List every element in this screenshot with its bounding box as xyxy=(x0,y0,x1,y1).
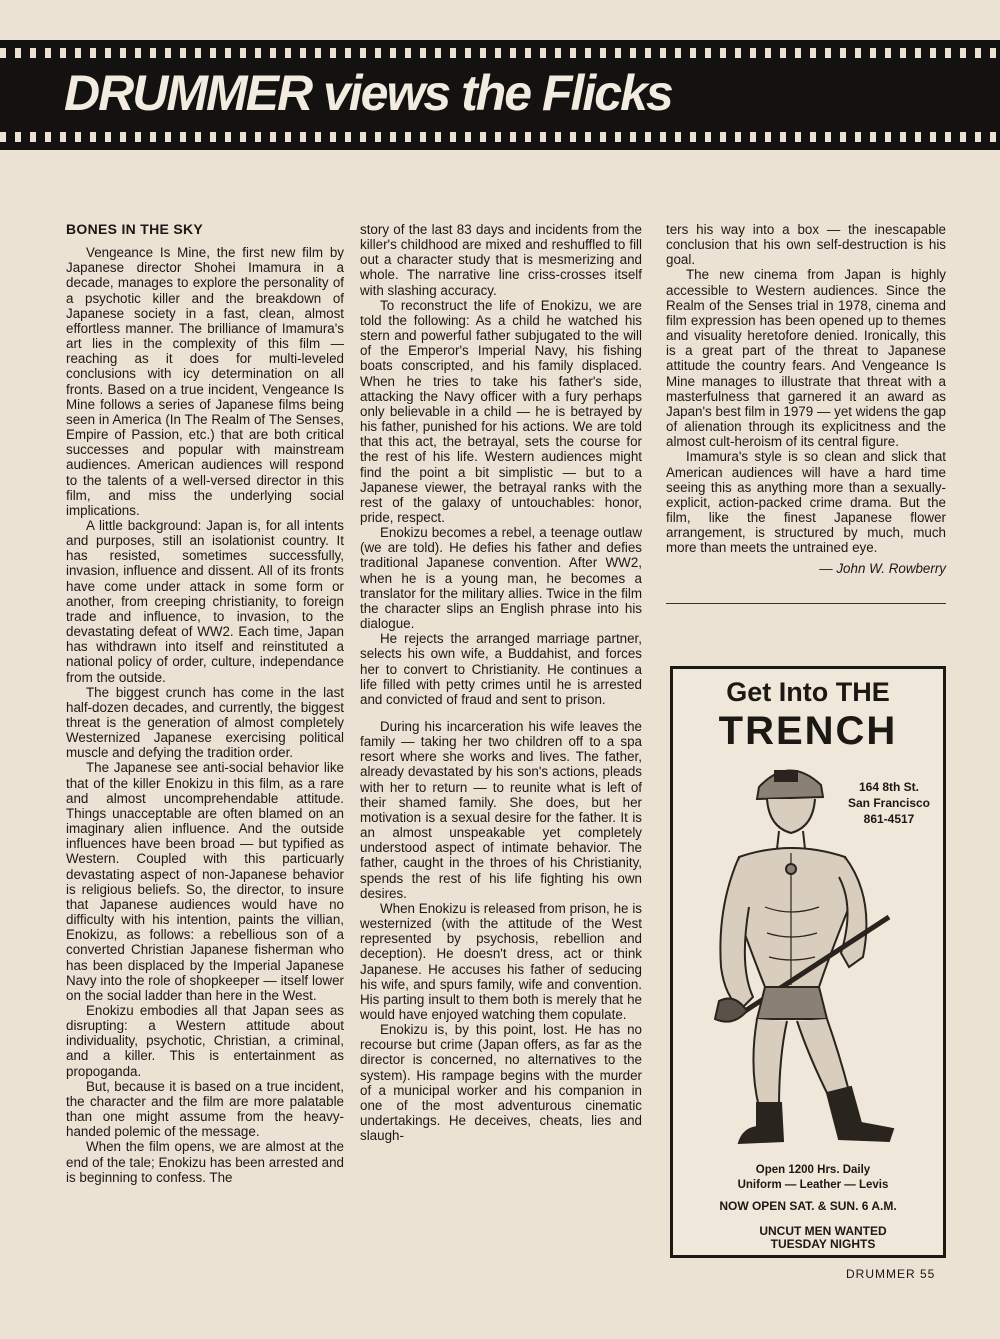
divider xyxy=(666,603,946,604)
article-column-2 xyxy=(360,222,642,1143)
article-paragraph: He rejects the arranged marriage partner, selects his own wife, a Buddahist, and forces her to convert to Christianity. He continues a life filled with petty crimes until he is arrested and convicted of fraud and sent to prison. xyxy=(360,631,642,707)
article-column-1 xyxy=(66,222,344,1185)
ad-address xyxy=(839,779,939,827)
article-paragraph: During his incarceration his wife leaves the family — taking her two children off to a spa resort where she works and lives. The father, already devastated by his son's actions, pleads with her to return — to reunite what is left of their shamed family. She does, but her motivation is a sexual desire for the father. It is an almost unspeakable yet completely understood aspect of intimate behavior. The father, caught in the throes of his Christianity, spends the rest of his life fighting his own desires. xyxy=(360,719,642,901)
film-strip-banner xyxy=(0,40,1000,150)
film-sprocket-holes-bottom xyxy=(0,132,1000,142)
article-paragraph: Vengeance Is Mine, the first new film by Japanese director Shohei Imamura in a decade, manages to explore the personality of a psychotic killer and the breakdown of Japanese society in a fast, clean, almost effortless manner. The brilliance of Imamura's art lies in the complexity of this film — reaching as it does for multi-leveled conclusions with icy determination on all fronts. Based on a true incident, Vengeance Is Mine follows a series of Japanese films being seen in America (In The Realm of The Senses, Empire of Passion, etc.) that are both critical successes and popular with mainstream audiences. American audiences will respond to the talents of a well-versed director in this film, and miss the underlying social implications. xyxy=(66,245,344,518)
article-paragraph: When the film opens, we are almost at the end of the tale; Enokizu has been arrested and is beginning to confess. The xyxy=(66,1139,344,1185)
ad-phone: 861-4517 xyxy=(863,812,915,826)
page-folio: DRUMMER 55 xyxy=(846,1267,936,1281)
article-paragraph: When Enokizu is released from prison, he is westernized (with the attitude of the West represented by psychosis, rebellion and deception). He doesn't dress, act or think Japanese. He accuses his father of seducing his wife, and spurs family, wife and convention. His parting insult to them both is merely that he would have enjoyed watching them copulate. xyxy=(360,900,642,1022)
ad-weekend-hours: NOW OPEN SAT. & SUN. 6 A.M. xyxy=(719,1199,897,1213)
article-paragraph: Enokizu is, by this point, lost. He has no recourse but crime (Japan offers, as far as the director is concerned, no alternatives to the system). His rampage begins with the murder of a municipal worker and his companion in one of the most adventurous cinematic undertakings. He deceives, cheats, lies and slaugh- xyxy=(360,1022,642,1144)
ad-wanted-line: UNCUT MEN WANTED xyxy=(759,1224,887,1238)
ad-business-name: TRENCH xyxy=(718,709,898,753)
ad-hours xyxy=(713,1163,913,1193)
article-paragraph: To reconstruct the life of Enokizu, we are told the following: As a child he watched his stern and powerful father subjugated to the will of the Emperor's Imperial Navy, his fishing boats conscripted, and his family displaced. When he tries to take his father's side, attacking the Navy officer with a fury perhaps only believable in a child — he is betrayed by his father, punished for his actions. We are told that this act, the betrayal, sets the course for the rest of his life. Western audiences might find the point a bit simplistic — but to a Japanese viewer, the betrayal ranks with the rest of the galaxy of untouchables: honor, pride, respect. xyxy=(360,297,642,525)
ad-dress-code: Uniform — Leather — Levis xyxy=(737,1179,889,1191)
article-paragraph: The biggest crunch has come in the last half-dozen decades, and currently, the biggest threat is the generation of almost completely Westernized Japanese exercising political muscle and defying the tradition order. xyxy=(66,684,344,761)
article-paragraph: A little background: Japan is, for all intents and purposes, still an isolationist country. It has resisted, sometimes successfully, invasion, influence and dissent. All of its fronts have come under attack in some form or another, from creeping christianity, to foreign trade and influence, to invasion, to the devastating defeat of WW2. Each time, Japan has withdrawn into itself and reinstituted a national policy of order, culture, independance from the outside. xyxy=(66,517,344,685)
film-sprocket-holes-top xyxy=(0,48,1000,58)
article-paragraph: ters his way into a box — the inescapable conclusion that his own self-destruction is his goal. xyxy=(666,222,946,268)
trench-advertisement xyxy=(670,666,946,1258)
article-paragraph: Enokizu embodies all that Japan sees as disrupting: a Western attitude about individuality, psychotic, Christian, a criminal, and a killer. This is entertainment as propoganda. xyxy=(66,1002,344,1079)
page-title: DRUMMER views the Flicks xyxy=(64,65,672,121)
ad-tuesday-event xyxy=(713,1225,933,1251)
article-paragraph: But, because it is based on a true incident, the character and the film are more palatable than one might assume from the heavy-handed polemic of the message. xyxy=(66,1078,344,1140)
article-paragraph: Enokizu becomes a rebel, a teenage outlaw (we are told). He defies his father and defies traditional Japanese convention. After WW2, when he is a young man, he becomes a translator for the military allies. Twice in the film the character slips an English phrase into his dialogue. xyxy=(360,525,642,632)
ad-hours-line: Open 1200 Hrs. Daily xyxy=(755,1164,871,1176)
article-headline: BONES IN THE SKY xyxy=(66,221,204,237)
article-byline: — John W. Rowberry xyxy=(819,561,946,577)
article-paragraph: The new cinema from Japan is highly accessible to Western audiences. Since the Realm of the Senses trial in 1978, cinema and film expression has been opened up to themes and visuality heretofore denied. Ironically, this is a great part of the threat to Japanese attitude the country fears. And Vengeance Is Mine manages to illustrate that threat with a masterfulness that garnered it an award as Japan's best film in 1979 — yet widens the gap of alienation through its explicitness and the almost cult-heroism of its central figure. xyxy=(666,267,946,450)
ad-street: 164 8th St. xyxy=(858,780,920,794)
ad-city: San Francisco xyxy=(847,796,931,810)
ad-nights-line: TUESDAY NIGHTS xyxy=(770,1237,876,1251)
article-paragraph: story of the last 83 days and incidents from the killer's childhood are mixed and reshuffled to fill out a character study that is mesmerizing and whole. The narrative line criss-crosses itself with slashing accuracy. xyxy=(360,222,642,298)
article-paragraph: Imamura's style is so clean and slick that American audiences will have a hard time seeing this as anything more than a sexually-explicit, action-packed crime drama. But the film, like the finest Japanese flower arrangement, is structured by much, much more than meets the untrained eye. xyxy=(666,449,946,556)
article-paragraph: The Japanese see anti-social behavior like that of the killer Enokizu in this film, as a rare and almost uncomprehendable attitude. Things unacceptable are often blamed on an imaginary alien influence. And the outside influences have been broad — but typified as Western. Coupled with this particuarly devastating aspect of non-Japanese behavior is religious beliefs. So, the director, to insure that Japanese audiences would have no difficulty with his intention, paints the villian, Enokizu, as follows: a rebellious son of a converted Christian Japanese fisherman who has been displaced by the Imperial Japanese Navy into the role of shopkeeper — itself lower on the social ladder than here in the West. xyxy=(66,760,344,1003)
ad-headline: Get Into THE xyxy=(726,677,890,707)
article-column-3 xyxy=(666,222,946,604)
